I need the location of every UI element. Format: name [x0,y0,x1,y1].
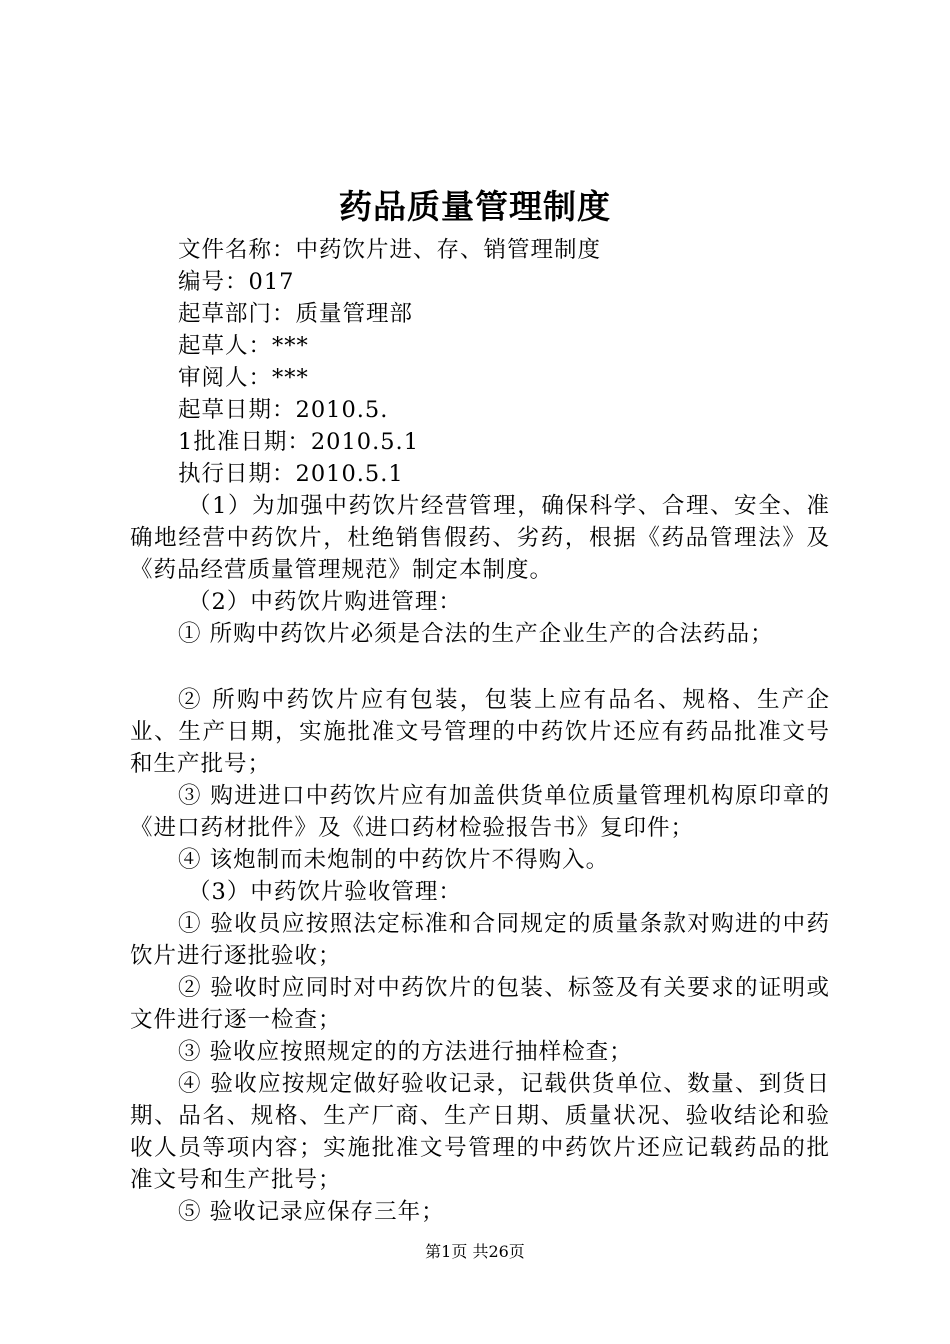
header-line-number: 编号：017 [178,269,295,295]
header-line-drafter: 起草人：*** [178,333,309,359]
purchase-item-3: ③ 购进进口中药饮片应有加盖供货单位质量管理机构原印章的《进口药材批件》及《进口药材检验报告书》复印件； [130,783,830,841]
acceptance-item-2: ② 验收时应同时对中药饮片的包装、标签及有关要求的证明或文件进行逐一检查； [130,975,830,1033]
purchase-item-4: ④ 该炮制而未炮制的中药饮片不得购入。 [178,847,610,873]
paragraph-purpose: （1）为加强中药饮片经营管理，确保科学、合理、安全、准确地经营中药饮片，杜绝销售假药、劣药，根据《药品管理法》及《药品经营质量管理规范》制定本制度。 [130,493,830,583]
purchase-item-1: ① 所购中药饮片必须是合法的生产企业生产的合法药品； [178,621,774,647]
document-title: 药品质量管理制度 [339,187,611,226]
header-line-effective-date: 执行日期：2010.5.1 [178,461,404,487]
acceptance-item-3: ③ 验收应按照规定的的方法进行抽样检查； [178,1039,633,1065]
header-line-file-name: 文件名称：中药饮片进、存、销管理制度 [178,237,602,263]
acceptance-item-1: ① 验收员应按照法定标准和合同规定的质量条款对购进的中药饮片进行逐批验收； [130,911,830,969]
paragraph-gap [130,650,830,684]
header-line-reviewer: 审阅人：*** [178,365,309,391]
page-number: 第1页 共26页 [425,1242,525,1261]
header-line-department: 起草部门：质量管理部 [178,301,414,327]
header-line-approval-date: 1批准日期：2010.5.1 [178,429,420,455]
purchase-item-2: ② 所购中药饮片应有包装，包装上应有品名、规格、生产企业、生产日期，实施批准文号管理的中药饮片还应有药品批准文号和生产批号； [130,687,830,777]
document-body [130,234,830,1228]
section-heading-purchase: （2）中药饮片购进管理： [188,589,462,615]
acceptance-item-5: ⑤ 验收记录应保存三年； [178,1199,445,1225]
acceptance-item-4: ④ 验收应按规定做好验收记录，记载供货单位、数量、到货日期、品名、规格、生产厂商、生产日期、质量状况、验收结论和验收人员等项内容；实施批准文号管理的中药饮片还应记载药品的批准文号和生产批号； [130,1071,830,1193]
section-heading-acceptance: （3）中药饮片验收管理： [188,879,462,905]
header-line-draft-date: 起草日期：2010.5. [178,397,389,423]
